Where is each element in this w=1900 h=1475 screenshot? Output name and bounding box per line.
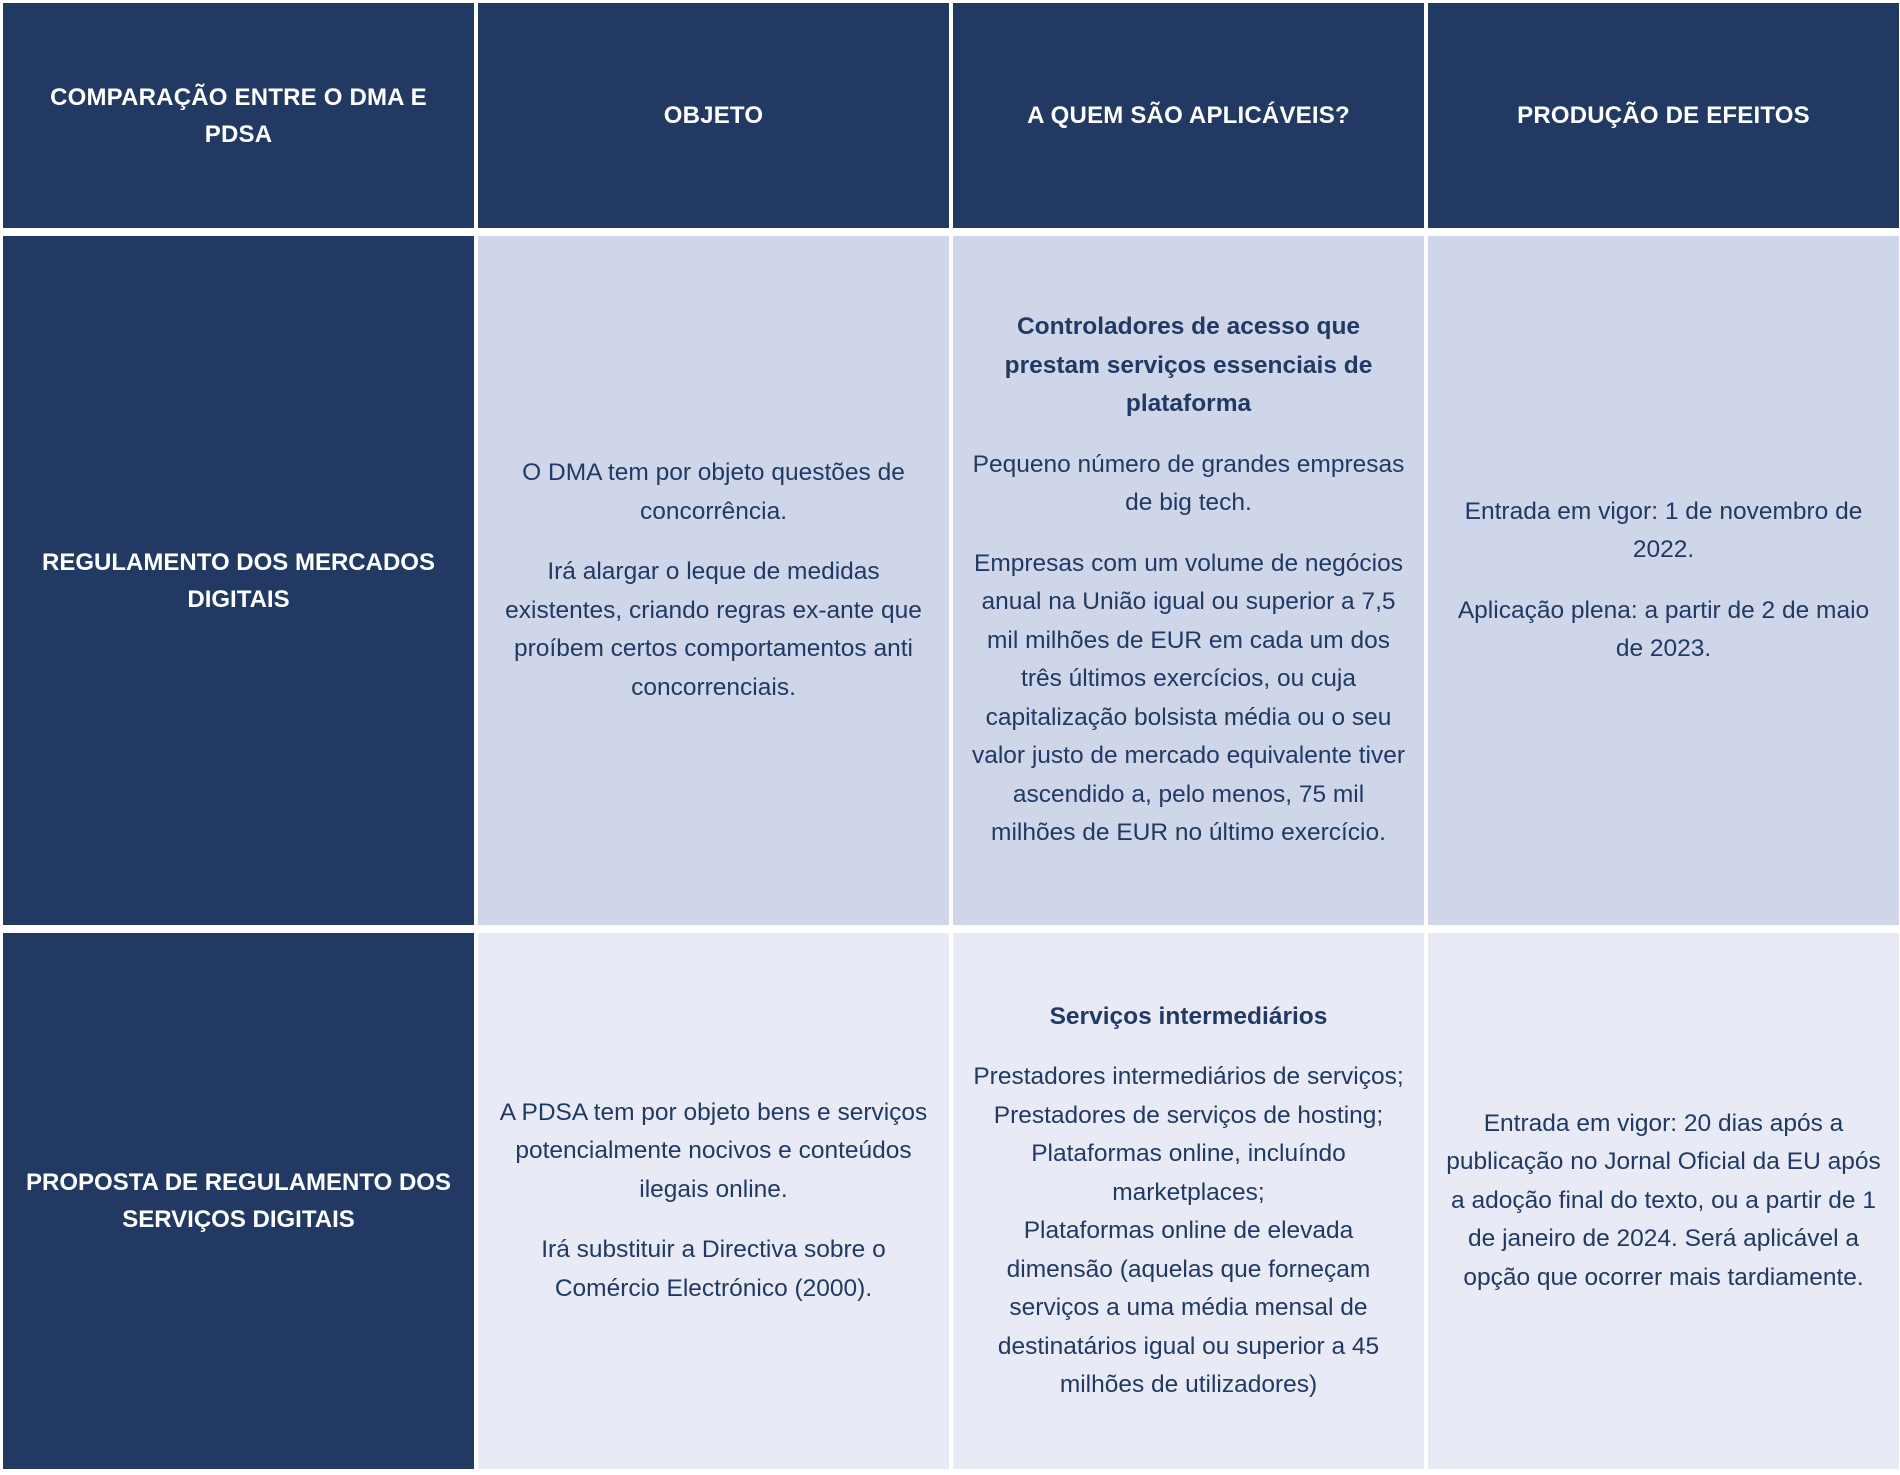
header-aplicaveis bbox=[953, 3, 1424, 228]
header-efeitos-label: PRODUÇÃO DE EFEITOS bbox=[1517, 102, 1810, 129]
pdsa-aplicaveis-title: Serviços intermediários bbox=[1049, 1002, 1328, 1030]
row-label-dma-text: REGULAMENTO DOS MERCADOS DIGITAIS bbox=[42, 548, 435, 613]
pdsa-aplicaveis-line-4: Plataformas online de elevada dimensão (aquelas que forneçam serviços a uma média mensal de destinatários igual ou superior a 45 milhões de utilizadores) bbox=[997, 1217, 1380, 1398]
dma-objeto-paragraph-1: O DMA tem por objeto questões de concorrência. bbox=[522, 459, 905, 525]
pdsa-efeitos-cell bbox=[1428, 933, 1899, 1469]
dma-efeitos-paragraph-2: Aplicação plena: a partir de 2 de maio de 2023. bbox=[1457, 596, 1870, 662]
dma-objeto-cell bbox=[478, 236, 949, 925]
dma-efeitos-cell bbox=[1428, 236, 1899, 925]
row-label-pdsa bbox=[3, 933, 474, 1469]
pdsa-objeto-paragraph-2: Irá substituir a Directiva sobre o Comércio Electrónico (2000). bbox=[541, 1236, 886, 1302]
pdsa-objeto-paragraph-1: A PDSA tem por objeto bens e serviços potencialmente nocivos e conteúdos ilegais online. bbox=[499, 1098, 928, 1203]
header-objeto bbox=[478, 3, 949, 228]
header-comparacao bbox=[3, 3, 474, 228]
dma-objeto-paragraph-2: Irá alargar o leque de medidas existentes, criando regras ex-ante que proíbem certos comportamentos anti concorrenciais. bbox=[505, 558, 922, 701]
pdsa-aplicaveis-cell bbox=[953, 933, 1424, 1469]
dma-efeitos-paragraph-1: Entrada em vigor: 1 de novembro de 2022. bbox=[1464, 497, 1863, 563]
header-objeto-label: OBJETO bbox=[663, 102, 764, 129]
row-label-pdsa-text: PROPOSTA DE REGULAMENTO DOS SERVIÇOS DIGITAIS bbox=[26, 1169, 451, 1233]
comparison-table bbox=[3, 3, 1899, 1475]
pdsa-aplicaveis-list bbox=[969, 1058, 1408, 1405]
pdsa-objeto-cell bbox=[478, 933, 949, 1469]
pdsa-aplicaveis-line-3: Plataformas online, incluíndo marketplaces; bbox=[1031, 1140, 1346, 1206]
dma-aplicaveis-paragraph-1: Pequeno número de grandes empresas de big tech. bbox=[972, 450, 1405, 517]
pdsa-efeitos-paragraph-1: Entrada em vigor: 20 dias após a publicação no Jornal Oficial da EU após a adoção final do texto, ou a partir de 1 de janeiro de 2024. Será aplicável a opção que ocorrer mais tardiamente. bbox=[1446, 1109, 1881, 1291]
pdsa-aplicaveis-line-1: Prestadores intermediários de serviços; bbox=[973, 1063, 1404, 1090]
row-label-dma bbox=[3, 236, 474, 925]
dma-aplicaveis-paragraph-2: Empresas com um volume de negócios anual na União igual ou superior a 7,5 mil milhões de EUR em cada um dos três últimos exercícios, ou cuja capitalização bolsista média ou o seu valor justo de mercado equivalente tiver ascendido a, pelo menos, 75 mil milhões de EUR no último exercício. bbox=[971, 549, 1406, 847]
dma-aplicaveis-cell bbox=[953, 236, 1424, 925]
pdsa-aplicaveis-line-2: Prestadores de serviços de hosting; bbox=[993, 1101, 1384, 1129]
dma-aplicaveis-title: Controladores de acesso que prestam serviços essenciais de plataforma bbox=[1004, 313, 1373, 418]
header-aplicaveis-label: A QUEM SÃO APLICÁVEIS? bbox=[1027, 102, 1350, 129]
header-comparacao-label: COMPARAÇÃO ENTRE O DMA E PDSA bbox=[50, 83, 427, 148]
header-efeitos bbox=[1428, 3, 1899, 228]
